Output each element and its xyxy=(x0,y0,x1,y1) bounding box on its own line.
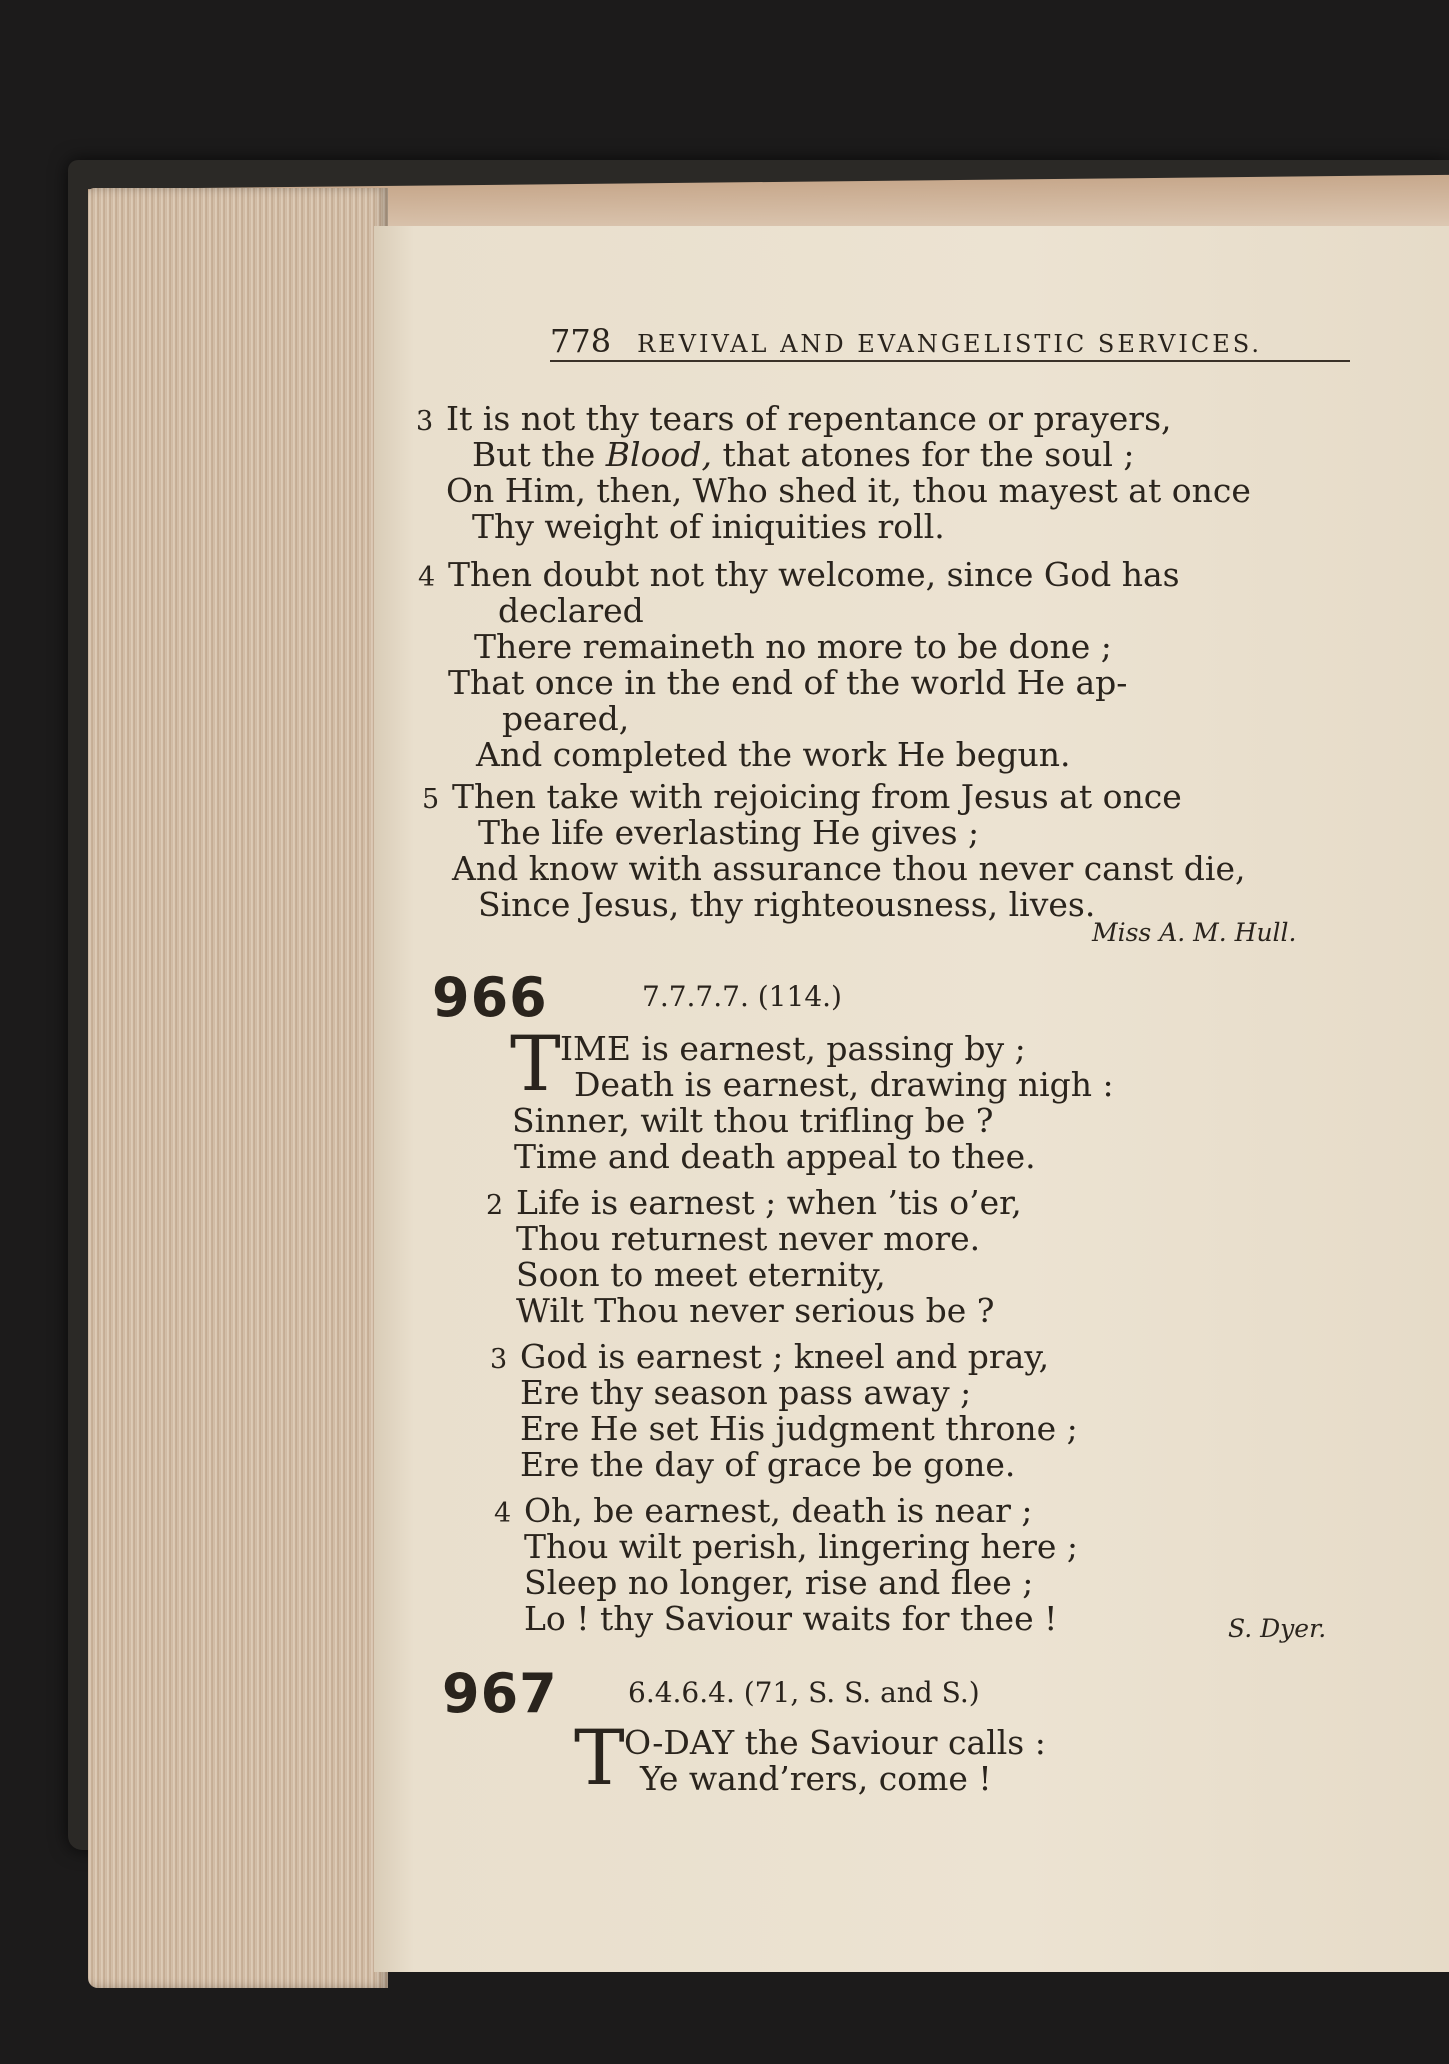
verse-line: Thou wilt perish, lingering here ; xyxy=(524,1527,1079,1566)
verse-line: Ere the day of grace be gone. xyxy=(520,1445,1016,1484)
emphasis-word: Blood, xyxy=(605,435,712,474)
verse-line: On Him, then, Who shed it, thou mayest at once xyxy=(446,471,1251,510)
hymn-meter: 6.4.6.4. (71, S. S. and S.) xyxy=(628,1676,980,1709)
hymn-author: S. Dyer. xyxy=(1228,1614,1327,1643)
verse-line: There remaineth no more to be done ; xyxy=(474,627,1112,666)
verse-line: peared, xyxy=(502,699,630,738)
verse-line: Ye wand’rers, come ! xyxy=(640,1759,992,1798)
verse-line: Sleep no longer, rise and flee ; xyxy=(524,1563,1034,1602)
running-title: REVIVAL AND EVANGELISTIC SERVICES. xyxy=(637,330,1262,358)
page-number: 778 xyxy=(550,322,612,360)
verse-line: And completed the work He begun. xyxy=(476,735,1071,774)
verse-line: Lo ! thy Saviour waits for thee ! xyxy=(524,1599,1058,1638)
running-header xyxy=(550,322,1350,360)
drop-cap: T xyxy=(510,1019,561,1108)
header-rule xyxy=(550,360,1350,362)
verse-line: Thou returnest never more. xyxy=(516,1219,981,1258)
hymn-meter: 7.7.7.7. (114.) xyxy=(642,980,842,1013)
verse-line: O-DAY the Saviour calls : xyxy=(624,1723,1046,1762)
book-fore-edge xyxy=(88,188,388,1988)
verse-line: Ere thy season pass away ; xyxy=(520,1373,972,1412)
verse-line: That once in the end of the world He ap- xyxy=(448,663,1128,702)
verse-line: But the Blood, that atones for the soul ; xyxy=(472,435,1135,474)
verse-line: Ere He set His judgment throne ; xyxy=(520,1409,1078,1448)
hymn-number: 967 xyxy=(442,1662,558,1725)
hymn-author: Miss A. M. Hull. xyxy=(1092,918,1297,947)
verse-line: IME is earnest, passing by ; xyxy=(560,1029,1026,1068)
verse-line: 3 It is not thy tears of repentance or prayers, xyxy=(416,399,1172,438)
verse-line: 3 God is earnest ; kneel and pray, xyxy=(490,1337,1050,1376)
verse-line: Sinner, wilt thou trifling be ? xyxy=(512,1101,994,1140)
verse-line: Soon to meet eternity, xyxy=(516,1255,886,1294)
verse-line: 2 Life is earnest ; when ’tis o’er, xyxy=(486,1183,1022,1222)
verse-line: 5 Then take with rejoicing from Jesus at once xyxy=(422,777,1182,816)
verse-line: 4 Oh, be earnest, death is near ; xyxy=(494,1491,1033,1530)
verse-line: declared xyxy=(498,591,644,630)
verse-line: Since Jesus, thy righteousness, lives. xyxy=(478,885,1096,924)
verse-line: 4 Then doubt not thy welcome, since God has xyxy=(418,555,1180,594)
hymn-number: 966 xyxy=(432,966,548,1029)
verse-line: Thy weight of iniquities roll. xyxy=(472,507,945,546)
verse-line: Wilt Thou never serious be ? xyxy=(516,1291,995,1330)
verse-line: The life everlasting He gives ; xyxy=(478,813,980,852)
verse-line: And know with assurance thou never canst die, xyxy=(452,849,1246,888)
drop-cap: T xyxy=(574,1713,625,1802)
verse-line: Death is earnest, drawing nigh : xyxy=(574,1065,1114,1104)
book-page xyxy=(374,226,1449,1972)
verse-line: Time and death appeal to thee. xyxy=(514,1137,1036,1176)
